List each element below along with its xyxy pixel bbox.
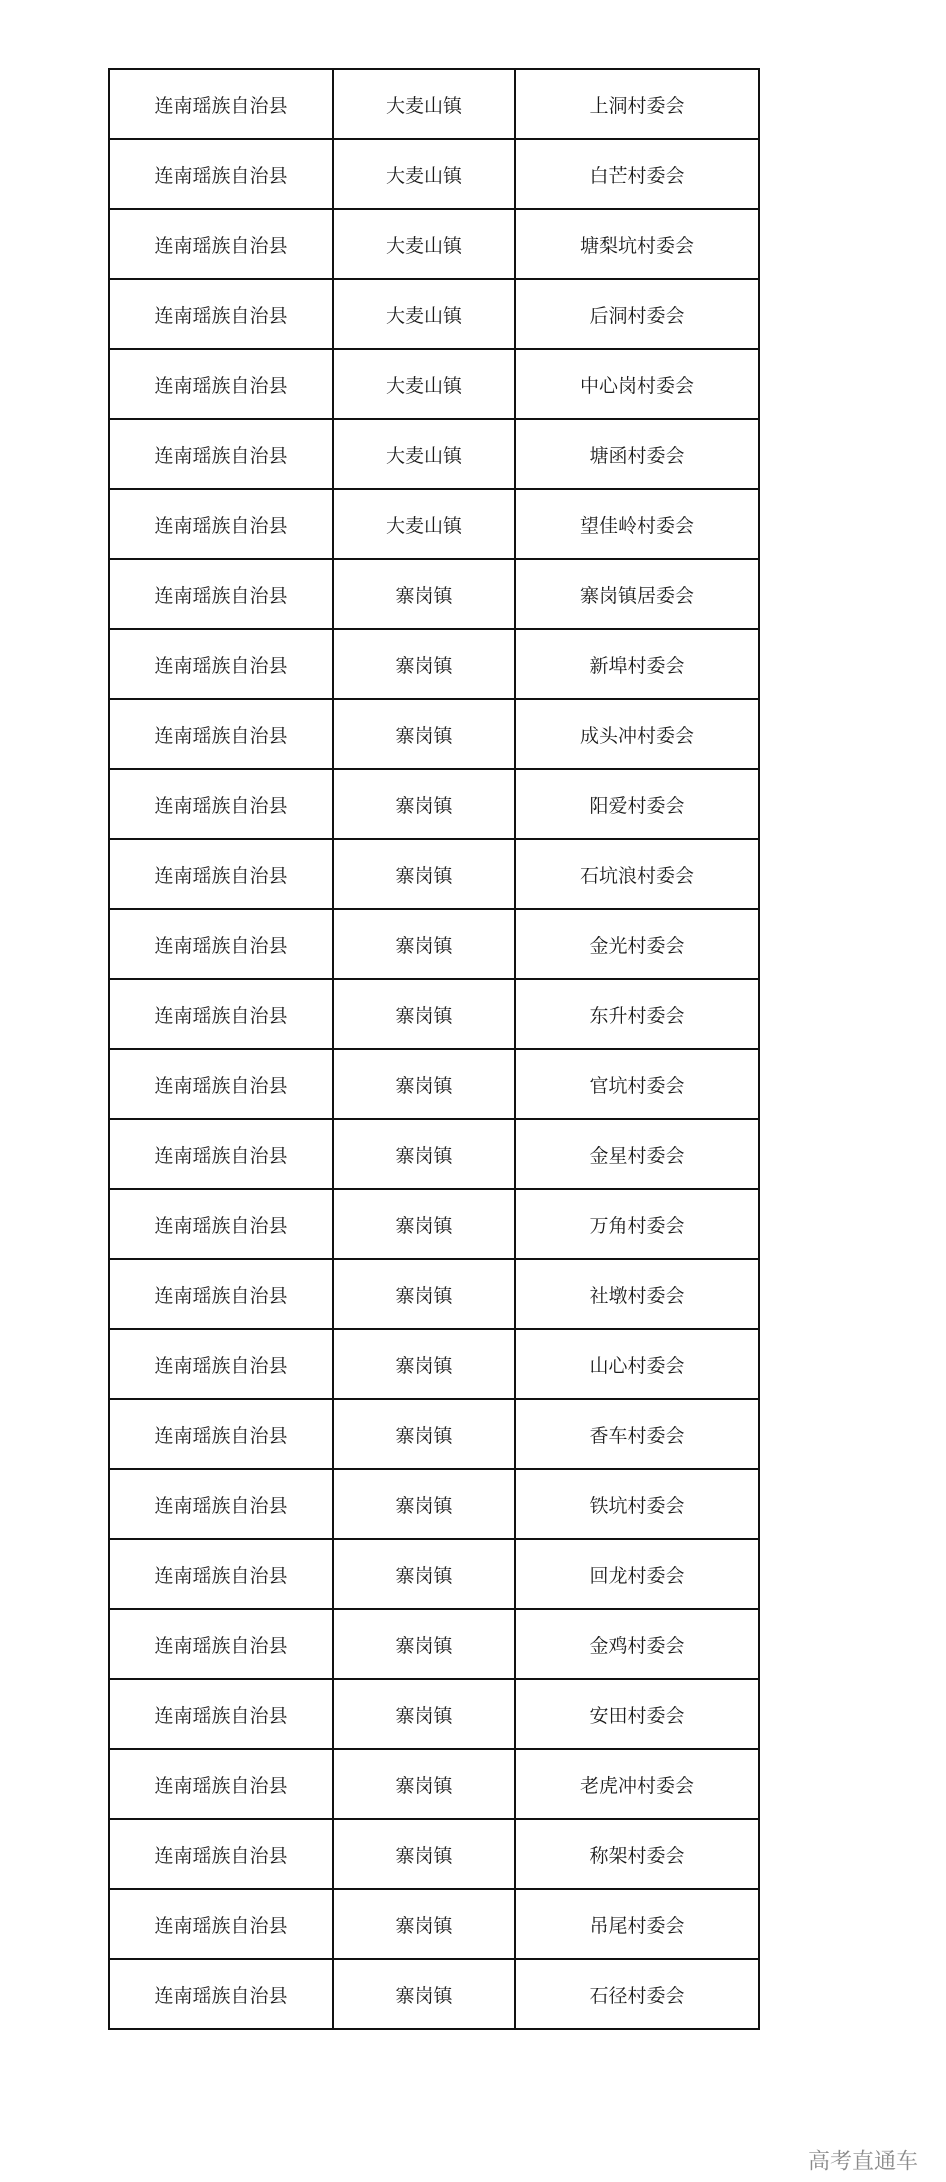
table-row <box>109 419 759 489</box>
table-row <box>109 209 759 279</box>
county-cell: 连南瑶族自治县 <box>109 1889 333 1959</box>
village-committee-cell: 官坑村委会 <box>515 1049 759 1119</box>
table-row <box>109 979 759 1049</box>
county-cell: 连南瑶族自治县 <box>109 1399 333 1469</box>
town-cell: 大麦山镇 <box>333 419 515 489</box>
village-committee-cell: 吊尾村委会 <box>515 1889 759 1959</box>
village-committee-cell: 社墩村委会 <box>515 1259 759 1329</box>
village-committee-cell: 望佳岭村委会 <box>515 489 759 559</box>
county-cell: 连南瑶族自治县 <box>109 489 333 559</box>
town-cell: 寨岗镇 <box>333 629 515 699</box>
town-cell: 寨岗镇 <box>333 699 515 769</box>
table-row <box>109 839 759 909</box>
village-committee-cell: 成头冲村委会 <box>515 699 759 769</box>
table-row <box>109 559 759 629</box>
village-committee-cell: 金星村委会 <box>515 1119 759 1189</box>
county-cell: 连南瑶族自治县 <box>109 979 333 1049</box>
table-row <box>109 769 759 839</box>
table-row <box>109 1539 759 1609</box>
town-cell: 寨岗镇 <box>333 1959 515 2029</box>
town-cell: 寨岗镇 <box>333 1889 515 1959</box>
table-row <box>109 1749 759 1819</box>
village-committee-cell: 石径村委会 <box>515 1959 759 2029</box>
table-row <box>109 139 759 209</box>
table-row <box>109 1819 759 1889</box>
town-cell: 大麦山镇 <box>333 139 515 209</box>
village-committee-cell: 铁坑村委会 <box>515 1469 759 1539</box>
town-cell: 寨岗镇 <box>333 1679 515 1749</box>
table-row <box>109 1679 759 1749</box>
village-committee-cell: 后洞村委会 <box>515 279 759 349</box>
town-cell: 寨岗镇 <box>333 1539 515 1609</box>
table-row <box>109 1889 759 1959</box>
county-cell: 连南瑶族自治县 <box>109 1049 333 1119</box>
village-committee-cell: 山心村委会 <box>515 1329 759 1399</box>
village-committee-cell: 万角村委会 <box>515 1189 759 1259</box>
village-committee-cell: 东升村委会 <box>515 979 759 1049</box>
town-cell: 寨岗镇 <box>333 1609 515 1679</box>
village-committee-cell: 香车村委会 <box>515 1399 759 1469</box>
town-cell: 寨岗镇 <box>333 1119 515 1189</box>
county-cell: 连南瑶族自治县 <box>109 1189 333 1259</box>
table-row <box>109 1399 759 1469</box>
table-row <box>109 629 759 699</box>
village-table <box>108 68 760 2030</box>
village-committee-cell: 塘梨坑村委会 <box>515 209 759 279</box>
county-cell: 连南瑶族自治县 <box>109 279 333 349</box>
county-cell: 连南瑶族自治县 <box>109 699 333 769</box>
town-cell: 大麦山镇 <box>333 69 515 139</box>
table-row <box>109 1049 759 1119</box>
table-row <box>109 1609 759 1679</box>
county-cell: 连南瑶族自治县 <box>109 1609 333 1679</box>
town-cell: 寨岗镇 <box>333 839 515 909</box>
county-cell: 连南瑶族自治县 <box>109 1819 333 1889</box>
county-cell: 连南瑶族自治县 <box>109 69 333 139</box>
table-row <box>109 909 759 979</box>
county-cell: 连南瑶族自治县 <box>109 1119 333 1189</box>
county-cell: 连南瑶族自治县 <box>109 1679 333 1749</box>
village-committee-cell: 新埠村委会 <box>515 629 759 699</box>
town-cell: 寨岗镇 <box>333 1399 515 1469</box>
county-cell: 连南瑶族自治县 <box>109 629 333 699</box>
table-row <box>109 1959 759 2029</box>
county-cell: 连南瑶族自治县 <box>109 1259 333 1329</box>
village-committee-cell: 寨岗镇居委会 <box>515 559 759 629</box>
village-committee-cell: 安田村委会 <box>515 1679 759 1749</box>
village-committee-cell: 回龙村委会 <box>515 1539 759 1609</box>
village-committee-cell: 老虎冲村委会 <box>515 1749 759 1819</box>
county-cell: 连南瑶族自治县 <box>109 769 333 839</box>
town-cell: 大麦山镇 <box>333 349 515 419</box>
table-row <box>109 349 759 419</box>
village-table-container <box>108 68 760 2030</box>
village-table-body <box>109 69 759 2029</box>
table-row <box>109 489 759 559</box>
county-cell: 连南瑶族自治县 <box>109 1469 333 1539</box>
county-cell: 连南瑶族自治县 <box>109 1749 333 1819</box>
county-cell: 连南瑶族自治县 <box>109 1539 333 1609</box>
county-cell: 连南瑶族自治县 <box>109 839 333 909</box>
town-cell: 大麦山镇 <box>333 279 515 349</box>
town-cell: 寨岗镇 <box>333 909 515 979</box>
table-row <box>109 1259 759 1329</box>
village-committee-cell: 上洞村委会 <box>515 69 759 139</box>
table-row <box>109 279 759 349</box>
village-committee-cell: 白芒村委会 <box>515 139 759 209</box>
town-cell: 寨岗镇 <box>333 1819 515 1889</box>
town-cell: 寨岗镇 <box>333 1329 515 1399</box>
county-cell: 连南瑶族自治县 <box>109 1329 333 1399</box>
town-cell: 寨岗镇 <box>333 979 515 1049</box>
table-row <box>109 1329 759 1399</box>
table-row <box>109 1189 759 1259</box>
town-cell: 寨岗镇 <box>333 1469 515 1539</box>
county-cell: 连南瑶族自治县 <box>109 909 333 979</box>
village-committee-cell: 阳爱村委会 <box>515 769 759 839</box>
town-cell: 寨岗镇 <box>333 559 515 629</box>
town-cell: 寨岗镇 <box>333 769 515 839</box>
village-committee-cell: 金光村委会 <box>515 909 759 979</box>
village-committee-cell: 称架村委会 <box>515 1819 759 1889</box>
village-committee-cell: 石坑浪村委会 <box>515 839 759 909</box>
county-cell: 连南瑶族自治县 <box>109 559 333 629</box>
county-cell: 连南瑶族自治县 <box>109 1959 333 2029</box>
town-cell: 大麦山镇 <box>333 209 515 279</box>
table-row <box>109 699 759 769</box>
county-cell: 连南瑶族自治县 <box>109 349 333 419</box>
county-cell: 连南瑶族自治县 <box>109 419 333 489</box>
watermark-text: 高考直通车 <box>807 2149 918 2175</box>
table-row <box>109 69 759 139</box>
county-cell: 连南瑶族自治县 <box>109 139 333 209</box>
table-row <box>109 1469 759 1539</box>
village-committee-cell: 中心岗村委会 <box>515 349 759 419</box>
town-cell: 寨岗镇 <box>333 1749 515 1819</box>
county-cell: 连南瑶族自治县 <box>109 209 333 279</box>
village-committee-cell: 金鸡村委会 <box>515 1609 759 1679</box>
town-cell: 大麦山镇 <box>333 489 515 559</box>
table-row <box>109 1119 759 1189</box>
town-cell: 寨岗镇 <box>333 1189 515 1259</box>
town-cell: 寨岗镇 <box>333 1049 515 1119</box>
village-committee-cell: 塘函村委会 <box>515 419 759 489</box>
town-cell: 寨岗镇 <box>333 1259 515 1329</box>
